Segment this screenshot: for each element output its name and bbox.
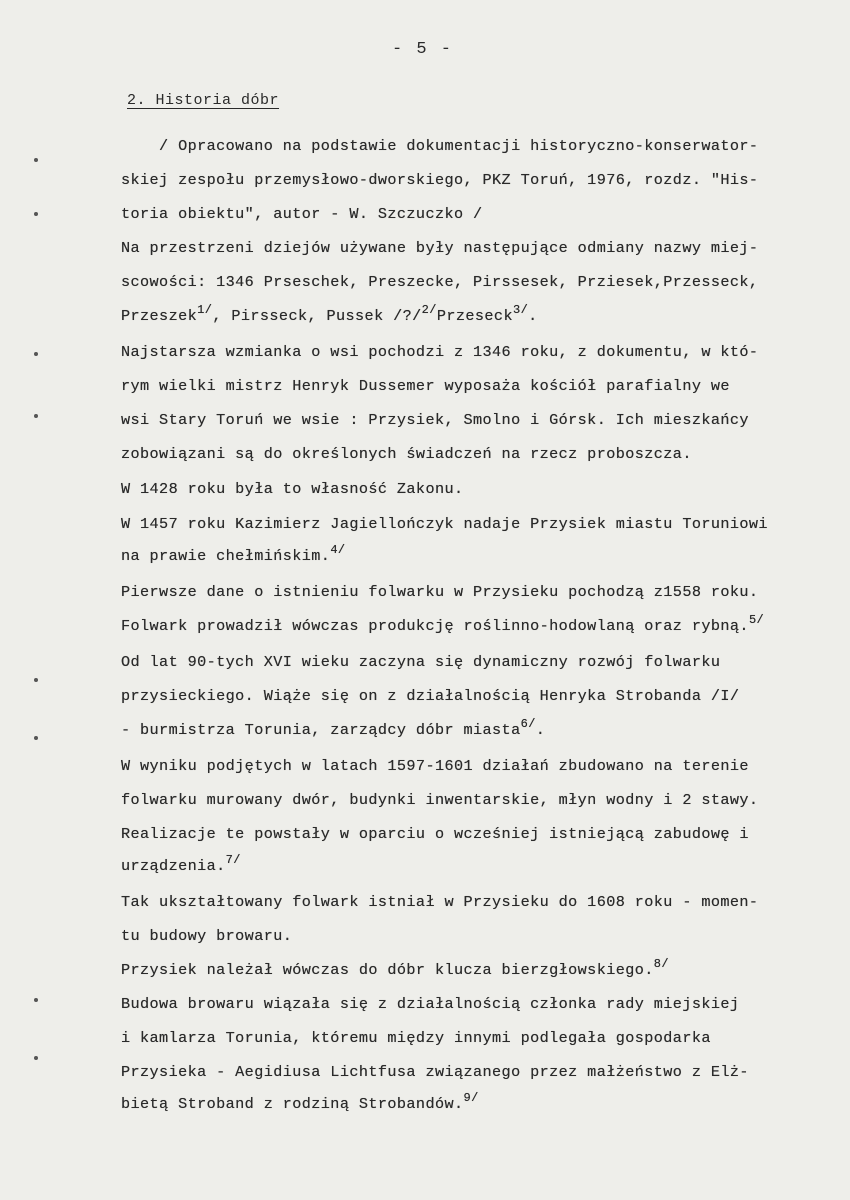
text-line: bietą Stroband z rodziną Strobandów.$^{9/}$	[121, 1091, 479, 1113]
section-heading: 2. Historia dóbr	[127, 92, 280, 109]
binding-hole-mark	[34, 998, 38, 1002]
binding-hole-mark	[34, 158, 38, 162]
page-number: - 5 -	[392, 40, 454, 59]
text-line: i kamlarza Torunia, któremu między innymi podlegała gospodarka	[121, 1029, 711, 1047]
binding-hole-mark	[34, 1056, 38, 1060]
text-line: Przysiek należał wówczas do dóbr klucza bierzgłowskiego.$^{8/}$	[121, 957, 669, 979]
text-line: skiej zespołu przemysłowo-dworskiego, PKZ Toruń, 1976, rozdz. "His-	[121, 171, 759, 189]
text-line: przysieckiego. Wiąże się on z działalnością Henryka Strobanda /I/	[121, 687, 740, 705]
text-line: toria obiektu", autor - W. Szczuczko /	[121, 205, 483, 223]
footnote-ref: 4/	[330, 543, 346, 557]
footnote-ref: 7/	[225, 853, 241, 867]
text-line: urządzenia.$^{7/}$	[121, 853, 241, 875]
text-line: - burmistrza Torunia, zarządcy dóbr miasta$^{6/}$.	[121, 717, 546, 739]
text-line: scowości: 1346 Prseschek, Preszecke, Pirssesek, Prziesek,Przesseck,	[121, 273, 759, 291]
text-line: na prawie chełmińskim.$^{4/}$	[121, 543, 346, 565]
text-line: Przysieka - Aegidiusa Lichtfusa związanego przez małżeństwo z Elż-	[121, 1063, 749, 1081]
text-line: / Opracowano na podstawie dokumentacji historyczno-konserwator-	[121, 137, 759, 155]
text-line: W 1428 roku była to własność Zakonu.	[121, 480, 464, 498]
binding-hole-mark	[34, 212, 38, 216]
binding-hole-mark	[34, 414, 38, 418]
footnote-ref: 9/	[463, 1091, 479, 1105]
text-line: tu budowy browaru.	[121, 927, 293, 945]
text-line: Najstarsza wzmianka o wsi pochodzi z 1346 roku, z dokumentu, w któ-	[121, 343, 759, 361]
text-line: Pierwsze dane o istnieniu folwarku w Przysieku pochodzą z1558 roku.	[121, 583, 759, 601]
footnote-ref: 8/	[653, 957, 669, 971]
footnote-ref: 6/	[520, 717, 536, 731]
binding-hole-mark	[34, 352, 38, 356]
text-line: Realizacje te powstały w oparciu o wcześniej istniejącą zabudowę i	[121, 825, 749, 843]
footnote-ref: 1/	[197, 303, 213, 317]
footnote-ref: 3/	[512, 303, 529, 317]
text-line: folwarku murowany dwór, budynki inwentarskie, młyn wodny i 2 stawy.	[121, 791, 759, 809]
text-line: Przeszek$^{1/}$, Pirsseck, Pussek /?/$^{2/}$Przeseck$^{3/}$.	[121, 303, 538, 325]
text-line: Tak ukształtowany folwark istniał w Przysieku do 1608 roku - momen-	[121, 893, 759, 911]
text-line: rym wielki mistrz Henryk Dussemer wyposaża kościół parafialny we	[121, 377, 730, 395]
binding-hole-mark	[34, 678, 38, 682]
text-line: Budowa browaru wiązała się z działalnością członka rady miejskiej	[121, 995, 740, 1013]
text-line: zobowiązani są do określonych świadczeń na rzecz proboszcza.	[121, 445, 692, 463]
text-line: wsi Stary Toruń we wsie : Przysiek, Smolno i Górsk. Ich mieszkańcy	[121, 411, 749, 429]
text-line: Na przestrzeni dziejów używane były następujące odmiany nazwy miej-	[121, 239, 759, 257]
text-line: W 1457 roku Kazimierz Jagiellończyk nadaje Przysiek miastu Toruniowi	[121, 515, 768, 533]
footnote-ref: 5/	[748, 613, 765, 627]
footnote-ref: 2/	[421, 303, 437, 317]
text-line: Od lat 90-tych XVI wieku zaczyna się dynamiczny rozwój folwarku	[121, 653, 721, 671]
text-line: Folwark prowadził wówczas produkcję roślinno-hodowlaną oraz rybną.$^{5/}$	[121, 613, 765, 635]
text-line: W wyniku podjętych w latach 1597-1601 działań zbudowano na terenie	[121, 757, 749, 775]
binding-hole-mark	[34, 736, 38, 740]
